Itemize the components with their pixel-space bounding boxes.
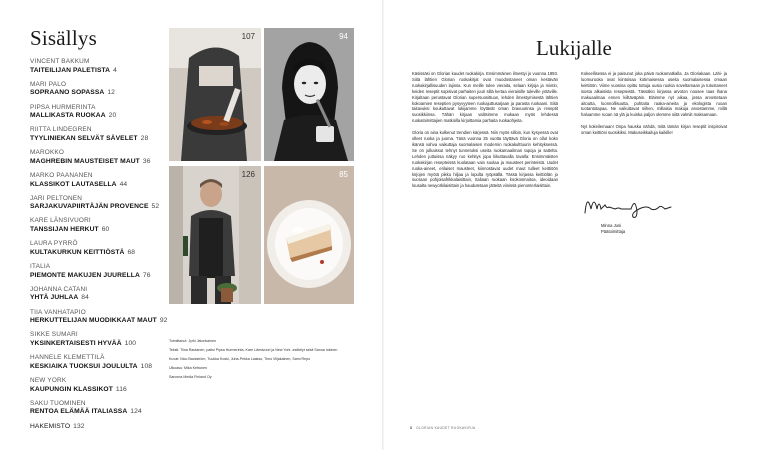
toc-item-title: [30, 181, 170, 190]
toc-item-page: 52: [151, 203, 160, 211]
toc-item-subtitle: LAURA PYRRÖ: [30, 240, 78, 248]
signature-block: [601, 223, 625, 235]
toc-item-title: [30, 423, 170, 432]
toc-item-page: 92: [159, 317, 168, 325]
photo-page-number: 85: [339, 170, 348, 179]
toc-item-title: [30, 294, 170, 303]
toc-item-title: [30, 226, 170, 235]
toc-item-page: 116: [115, 385, 127, 393]
toc-item-subtitle: JARI PELTONEN: [30, 194, 83, 202]
toc-item-title-text: KULTAKURKUN KEITTIÖSTÄ: [30, 248, 125, 256]
toc-item-title-text: HERKUTTELIJAN MUODIKKAAT MAUT: [30, 317, 157, 325]
toc-item-title: [30, 386, 170, 395]
toc-item-subtitle: NEW YORK: [30, 376, 67, 384]
toc-item[interactable]: [30, 377, 170, 394]
article-paragraph: Käsissäsi on Glorian kaudet ruokakirja. Ensimmäinen ilmestyi jo vuonna 1993. Siitä lähtien Glorian ruokakirjat ovat muodostaneet oman kestävän ruokakirjallisuuden lajinsa. Kun meille tulee vieraita, selaan kirjoja ja mietin, keiden reseptit sopisivat parhaiten juuri sillä kertaa vieraisille tuleville ystäville. Kirjaltaan perustavat Glorian supersuosittuun, lehden ilmestymisestä lähtien kokoamien reseptien pysyvyyteen ruokajuttusarjaan ja parasta ruokaani. Siitä taitavuksi koukuttavat lukijamme löytävät oman bravuurinsa ja reseptit suosikkiinsa. Tähän kirjaan valitsimme mukaan myös lehdessä ruokatoimittajien matkoilla kirjoittamia parhaita ruokaohjeita.: [412, 71, 558, 124]
toc-item-index[interactable]: [30, 423, 170, 432]
signer-name: Minna Jusi: [601, 223, 622, 228]
toc-item-page: 108: [140, 362, 153, 370]
toc-item-title: [30, 317, 170, 326]
credits-block: [169, 339, 369, 384]
article-paragraph: Kokeellisessa ei ja paisunut joka päivä ruokamatkalla. Ja Gloriakaan. Lähi- ja luomuruoka ovat kiintoisaa kotimaisessa useita suomalaisessa omaan keittiöön. Viime vuosina opittu tuttuja uusia ruokia soveltamaan ja tutustaneet isosta alkaisista resepteistä. Tässäkin kirjassa arvoton nousee taas ihana makuaalmaa ennen kiiltäväpäin. Eläimme nyt aikaa, jossa arvostetaan aitoutta, luonnollisuutta, puhtaita raaka-aineita ja ekologista ruoan tuotantotapaa. Ne vaikuttavat siihen, millaisia makuja arvostamme, millä haluamme ruoan nä ylä ja kuinka paljon olemme siitä valmiit maksamaan.: [581, 71, 727, 118]
page-gutter: [382, 0, 384, 450]
toc-item-title: [30, 89, 170, 98]
photo-man-portrait: [169, 166, 261, 304]
photo-page-number: 94: [339, 32, 348, 41]
toc-item-page: 36: [142, 157, 151, 165]
toc-item-title: [30, 363, 170, 372]
toc-item-title-text: HAKEMISTO: [30, 422, 71, 430]
toc-item-title-text: TYYLINIEKAN SELVÄT SÄVELET: [30, 134, 138, 142]
photo-dessert: [264, 166, 354, 304]
toc-item-title-text: TAITEILIJAN PALETISTA: [30, 66, 111, 74]
toc-item-title-text: TANSSIJAN HERKUT: [30, 226, 99, 234]
toc-item[interactable]: [30, 331, 170, 348]
credits-editor: Toimittanut: Jyrki Jalonkainen: [169, 339, 216, 343]
dessert-photo-icon: [264, 166, 354, 304]
photo-woman-cooking: [169, 28, 261, 161]
photo-page-number: 126: [241, 170, 255, 179]
toc-item-subtitle: SAKU TUOMINEN: [30, 399, 86, 407]
credits-text: Teksti: Tiina Rautanen, paitsi Pipsa Hurmerinta, Kare Länsivuori ja New York -esittelyt sekä Sanna Inkinen: [169, 348, 338, 352]
toc-item-subtitle: MARI PALO: [30, 80, 67, 88]
toc-item[interactable]: [30, 195, 170, 212]
toc-item-subtitle: MAROKKO: [30, 149, 65, 157]
photo-page-number: 107: [241, 32, 255, 41]
toc-item[interactable]: [30, 309, 170, 326]
toc-item[interactable]: [30, 354, 170, 371]
toc-item-title-text: MALLIKASTA RUOKAA: [30, 112, 106, 120]
woman-cooking-photo-icon: [169, 28, 261, 161]
credits-photos: Kuvat: Nico Backström, Tuukka Koski, Juha-Pekka Laakso, Timo Viljakainen, Sami Repo: [169, 357, 311, 361]
toc-item-title-text: SOPRAANO SOPASSA: [30, 89, 105, 97]
toc-item[interactable]: [30, 104, 170, 121]
toc-item-title-text: KAUPUNGIN KLASSIKOT: [30, 385, 113, 393]
toc-item-subtitle: PIPSA HURMERINTA: [30, 103, 96, 111]
folio-page-number: 3: [410, 426, 413, 430]
toc-item-page: 28: [140, 134, 149, 142]
toc-item-title: [30, 408, 170, 417]
toc-item[interactable]: [30, 240, 170, 257]
toc-item-title-text: SARJAKUVAPIIRTÄJÄN PROVENCE: [30, 203, 149, 211]
article-column-2: [581, 71, 727, 142]
toc-item-title: [30, 135, 170, 144]
toc-item[interactable]: [30, 149, 170, 166]
toc-item[interactable]: [30, 81, 170, 98]
credits-publisher: Sanoma Media Finland Oy: [169, 375, 212, 379]
man-portrait-photo-icon: [169, 166, 261, 304]
toc-item[interactable]: [30, 400, 170, 417]
article-paragraph: Gloria on aina kulkenut trendien kärjessä. Niin myös silloin, kun kysyessä ovat olleet ruoka ja juoma. Tänä vuonna 25 vuotta täyttävä Gloria on ollut koko ikänsä vahva vaikuttaja suomalaisen modernin ruokakulttuurin kehityksessä. Se on julkaissut tehnyt tunnetuksi useita ruokamaailman tapoja ja sattelta. Lehden juttuissa näkyy ruo kehitys jopa liikuttavalla tavalla: Ensimmäisten ruokakirjan resepteissä kuolataan vain suolaa ja mausteet perinteistä. Uudet ruoka-aineet, erilaiset mausteet, kiinnostavat uudet maut tulleet keittiöön kirjojen myötä pikku hiljaa ja lopulta ryöpsällä. Tässä kirjassa keittiölän jo suoraan pohjoisafrikkalaisittain, Italiaan ruokaan kookosmaitoa, ideoidaan lousalta newyorkilaisittain ja haudutetaan jätteitä viinissä pienonterlaisittain.: [412, 130, 558, 189]
toc-item-title-text: MAGHREBIN MAUSTEISET MAUT: [30, 157, 140, 165]
toc-item-title-text: YKSINKERTAISESTI HYVÄÄ: [30, 339, 122, 347]
toc-item-subtitle: JOHANNA CATANI: [30, 285, 88, 293]
toc-item-page: 76: [142, 271, 151, 279]
credits-layout: Ulkoasu: Mika Kettunen: [169, 366, 207, 370]
toc-item-page: 100: [124, 339, 137, 347]
toc-item-page: 4: [113, 66, 117, 74]
toc-item-subtitle: HANNELE KLEMETTILÄ: [30, 354, 105, 362]
toc-item-page: 60: [101, 226, 110, 234]
toc-item-title-text: RENTOA ELÄMÄÄ ITALIASSA: [30, 408, 128, 416]
woman-portrait-photo-icon: [264, 28, 354, 161]
page-folio: [410, 426, 476, 430]
signer-role: Päätoimittaja: [601, 229, 626, 234]
toc-item-subtitle: TIIA VANHATAPIO: [30, 308, 86, 316]
toc-item-subtitle: KARE LÄNSIVUORI: [30, 217, 91, 225]
toc-item[interactable]: [30, 58, 170, 75]
signature-icon: [581, 187, 681, 221]
toc-item-page: 68: [127, 248, 136, 256]
article-title: Lukijalle: [536, 36, 612, 60]
toc-item-page: 12: [107, 89, 115, 97]
toc-item-title-text: PIEMONTE MAKUJEN JUURELLA: [30, 271, 140, 279]
toc-item-subtitle: ITALIA: [30, 263, 51, 271]
article-column-1: [412, 71, 558, 195]
toc-item-page: 132: [73, 422, 85, 430]
toc-item[interactable]: [30, 172, 170, 189]
toc-item-title: [30, 272, 170, 281]
article-paragraph: Nyt kokeilemaan! Onpa hauska nähdä, mitä tämän kirjan reseptit inspiroivat oman keittiöni suosikiksi. Makuseikkailuja kaikille!: [581, 124, 727, 136]
toc-item-title: [30, 158, 170, 167]
toc-item-page: 84: [81, 294, 89, 302]
toc-title: Sisällys: [30, 26, 97, 50]
toc-item[interactable]: [30, 263, 170, 280]
toc-item-title-text: YHTÄ JUHLAA: [30, 294, 79, 302]
toc-item-title: [30, 203, 170, 212]
toc-item-subtitle: SIKKE SUMARI: [30, 331, 78, 339]
toc-item-page: 20: [108, 112, 117, 120]
photo-woman-portrait: [264, 28, 354, 161]
toc-item-title: [30, 112, 170, 121]
toc-item[interactable]: [30, 217, 170, 234]
toc-item-title: [30, 340, 170, 349]
toc-item-title: [30, 67, 170, 76]
toc-item-title: [30, 249, 170, 258]
table-of-contents: [30, 58, 170, 437]
folio-label: GLORIAN KAUDET RUOKAKIRJA: [416, 426, 476, 430]
toc-item-subtitle: VINCENT BAKKUM: [30, 58, 90, 65]
toc-item[interactable]: [30, 126, 170, 143]
toc-item-page: 44: [119, 180, 128, 188]
toc-item-subtitle: RIITTA LINDEGREN: [30, 126, 92, 134]
toc-item[interactable]: [30, 286, 170, 303]
toc-item-title-text: KESKIAIKA TUOKSUI JOULULTA: [30, 362, 138, 370]
toc-item-page: 124: [130, 408, 142, 416]
toc-item-title-text: KLASSIKOT LAUTASELLA: [30, 180, 117, 188]
toc-item-subtitle: MARKO PAANANEN: [30, 171, 93, 179]
